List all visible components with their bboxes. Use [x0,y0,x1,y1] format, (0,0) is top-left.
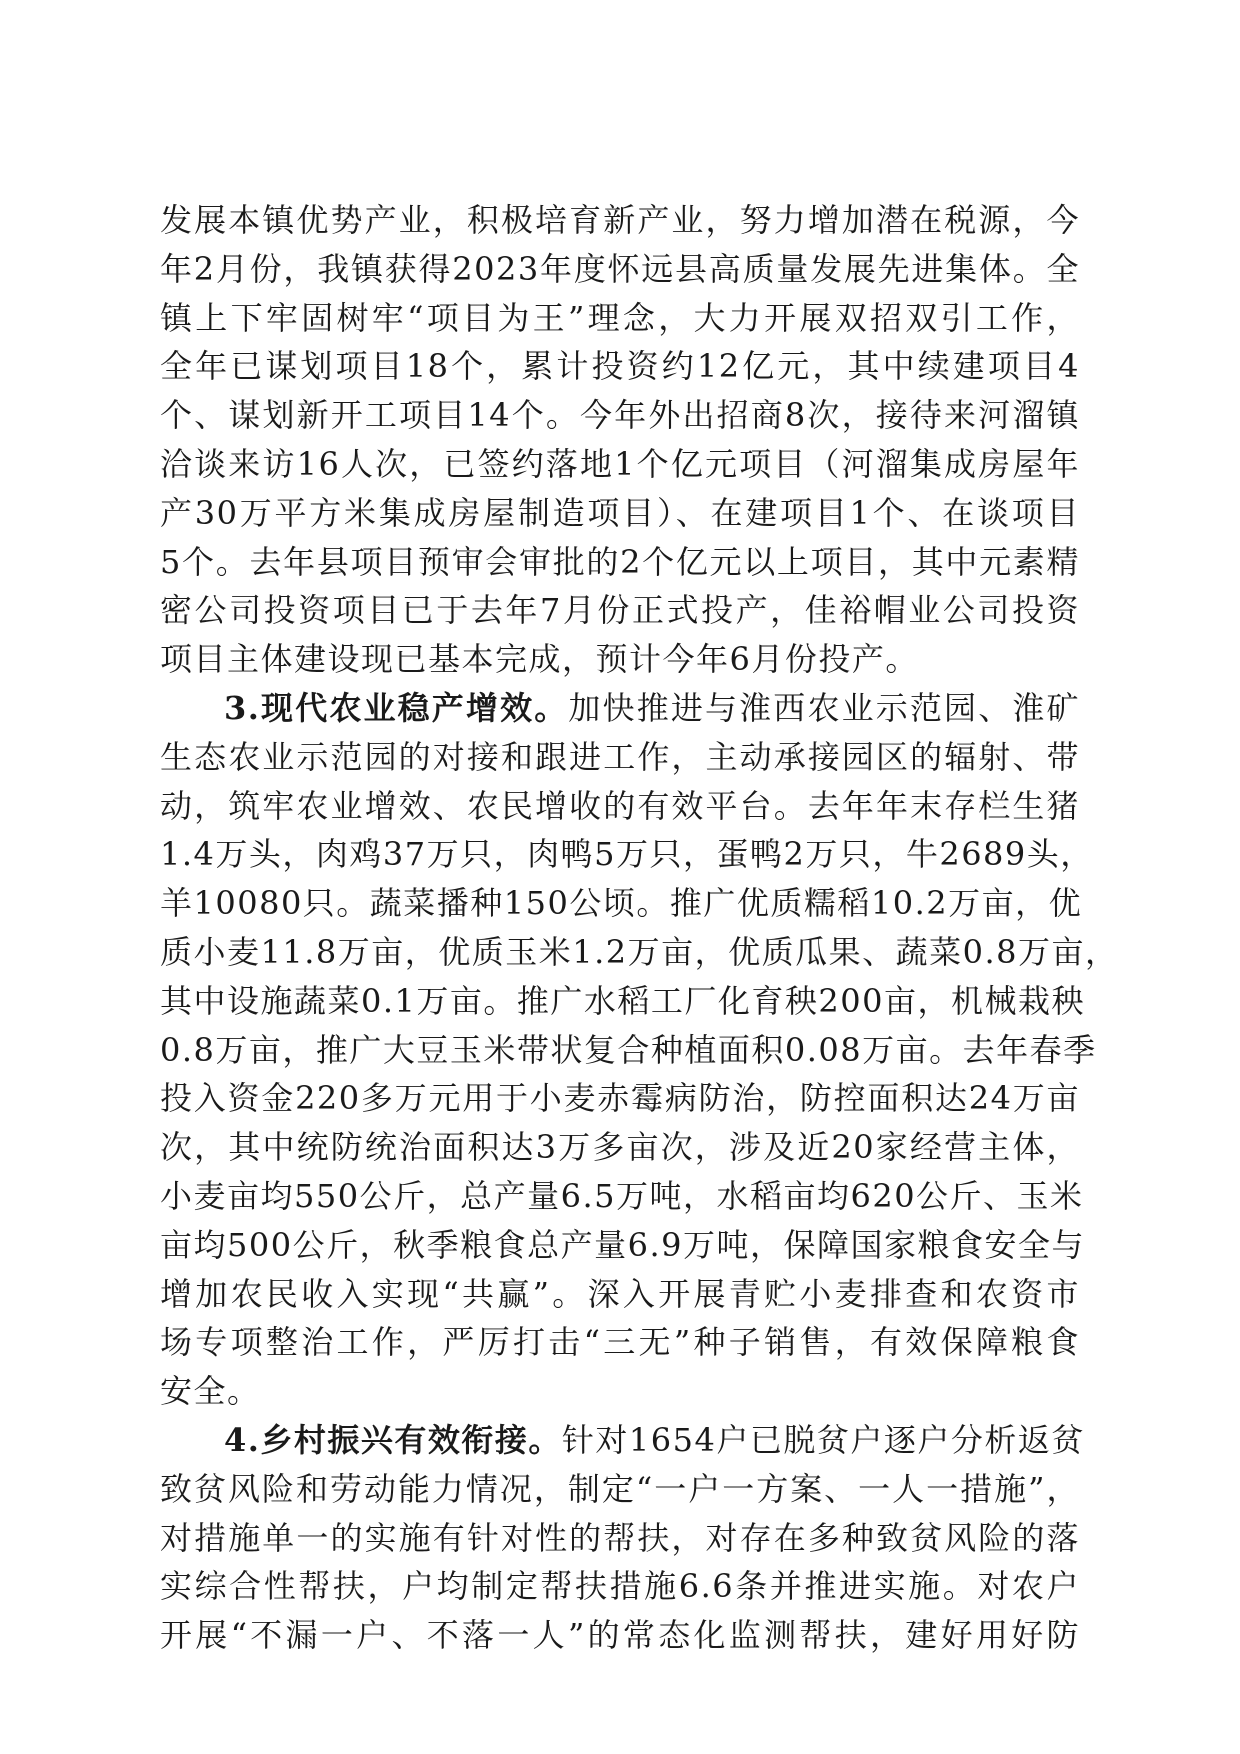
text-line: 镇上下牢固树牢“项目为王”理念，大力开展双招双引工作， [160,298,1080,337]
paragraph-industry-projects [160,196,1080,684]
text-line: 其中设施蔬菜0.1万亩。推广水稻工厂化育秧200亩，机械栽秧 [160,981,1085,1020]
text-line: 个、谋划新开工项目14个。今年外出招商8次，接待来河溜镇 [160,396,1080,435]
text-line: 增加农民收入实现“共赢”。深入开展青贮小麦排查和农资市 [160,1274,1080,1313]
text-line: 亩均500公斤，秋季粮食总产量6.9万吨，保障国家粮食安全与 [160,1225,1085,1264]
text-line: 生态农业示范园的对接和跟进工作，主动承接园区的辐射、带 [160,737,1080,776]
text-line: 发展本镇优势产业，积极培育新产业，努力增加潜在税源，今 [160,201,1080,239]
paragraph-modern-agriculture [160,684,1119,1416]
section-heading: 3.现代农业稳产增效。 [224,688,569,727]
text-line: 对措施单一的实施有针对性的帮扶，对存在多种致贫风险的落 [160,1518,1080,1557]
text-line: 项目主体建设现已基本完成，预计今年6月份投产。 [160,640,919,679]
text-line [160,1416,1085,1465]
text-line: 实综合性帮扶，户均制定帮扶措施6.6条并推进实施。对农户 [160,1567,1080,1606]
text-line: 产30万平方米集成房屋制造项目）、在建项目1个、在谈项目 [160,493,1080,532]
text-line: 全年已谋划项目18个，累计投资约12亿元，其中续建项目4 [160,347,1080,386]
text-line: 安全。 [160,1372,261,1411]
text-line: 动，筑牢农业增效、农民增收的有效平台。去年年末存栏生猪 [160,786,1080,825]
text-line: 质小麦11.8万亩，优质玉米1.2万亩，优质瓜果、蔬菜0.8万亩， [160,932,1119,971]
text-line: 小麦亩均550公斤，总产量6.5万吨，水稻亩均620公斤、玉米 [160,1176,1084,1215]
text-line: 致贫风险和劳动能力情况，制定“一户一方案、一人一措施”， [160,1469,1080,1508]
text-line: 年2月份，我镇获得2023年度怀远县高质量发展先进集体。全 [160,249,1080,288]
text-line: 5个。去年县项目预审会审批的2个亿元以上项目，其中元素精 [160,542,1080,581]
document-page [160,196,1119,1660]
text-fragment: 加快推进与淮西农业示范园、淮矿 [568,688,1080,727]
text-line: 密公司投资项目已于去年7月份正式投产，佳裕帽业公司投资 [160,591,1080,630]
text-fragment: 针对1654户已脱贫户逐户分析返贫 [561,1420,1085,1459]
text-line: 0.8万亩，推广大豆玉米带状复合种植面积0.08万亩。去年春季 [160,1030,1097,1069]
text-line: 洽谈来访16人次，已签约落地1个亿元项目（河溜集成房屋年 [160,444,1080,483]
text-line: 1.4万头，肉鸡37万只，肉鸭5万只，蛋鸭2万只，牛2689头， [160,835,1094,874]
text-line: 次，其中统防统治面积达3万多亩次，涉及近20家经营主体， [160,1128,1080,1167]
paragraph-rural-revitalization [160,1416,1085,1660]
text-line [160,684,1080,733]
text-line: 投入资金220多万元用于小麦赤霉病防治，防控面积达24万亩 [160,1079,1080,1118]
text-line: 开展“不漏一户、不落一人”的常态化监测帮扶，建好用好防 [160,1616,1080,1655]
text-line: 羊10080只。蔬菜播种150公顷。推广优质糯稻10.2万亩，优 [160,884,1083,923]
text-line: 场专项整治工作，严厉打击“三无”种子销售，有效保障粮食 [160,1323,1080,1362]
section-heading: 4.乡村振兴有效衔接。 [224,1420,562,1459]
